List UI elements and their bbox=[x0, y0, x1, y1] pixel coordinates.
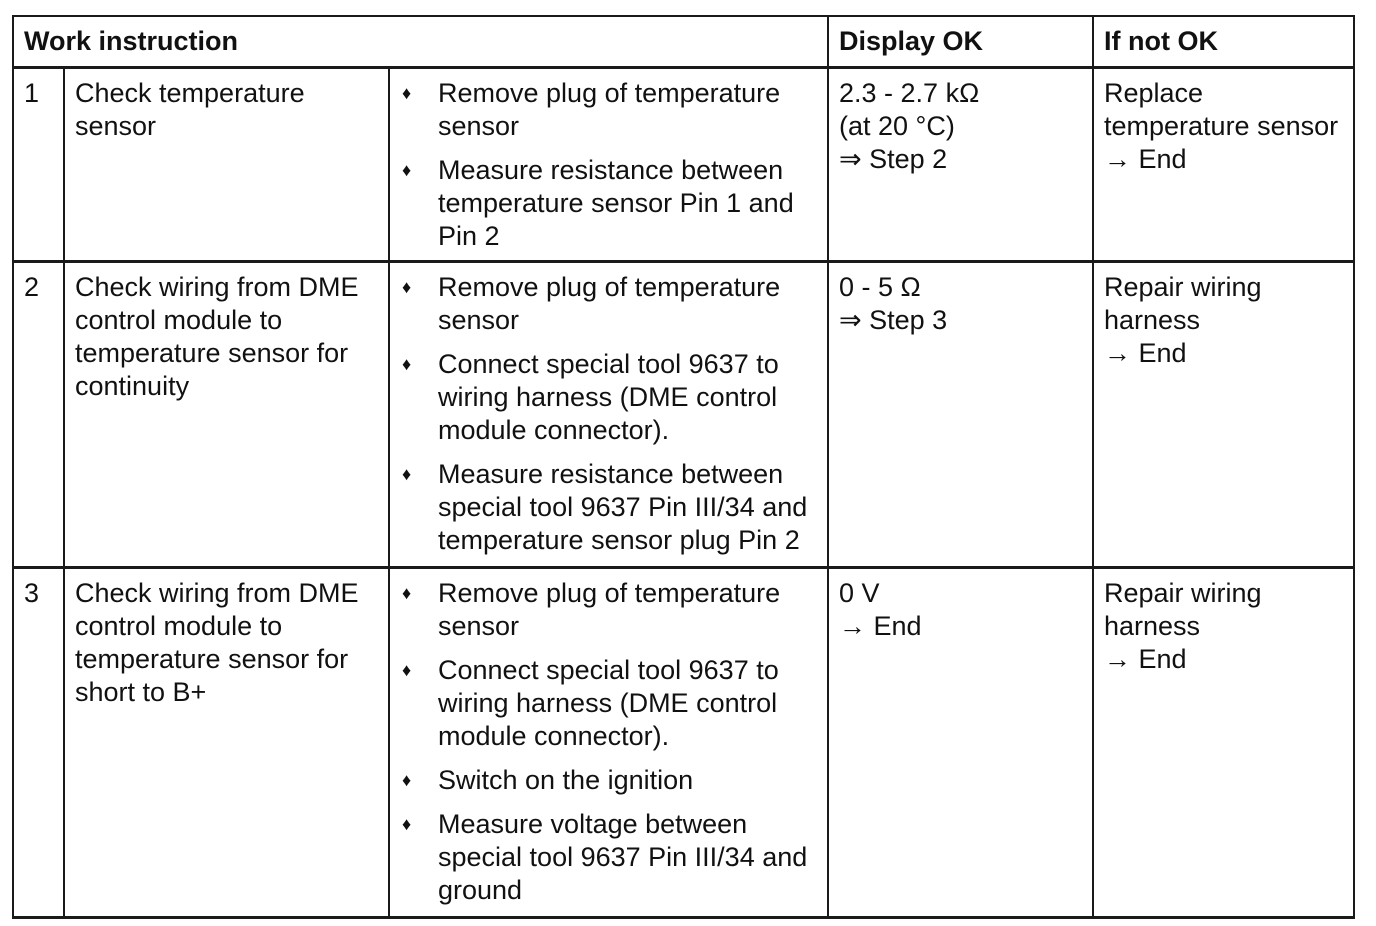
table-row bbox=[13, 262, 1354, 568]
step-action: Check temperature sensor bbox=[64, 68, 389, 262]
if-not-ok-action: Repair wiring harness bbox=[1104, 578, 1262, 641]
instruction-text: Connect special tool 9637 to wiring harness (DME control module connector). bbox=[438, 655, 779, 751]
if-not-ok-action: Replace temperature sensor bbox=[1104, 78, 1339, 141]
work-instruction-table bbox=[12, 15, 1355, 919]
list-item bbox=[400, 577, 817, 643]
step-number: 1 bbox=[13, 68, 64, 262]
list-item bbox=[400, 458, 817, 557]
display-ok-cell bbox=[828, 262, 1093, 568]
table-row bbox=[13, 68, 1354, 262]
list-item bbox=[400, 654, 817, 753]
instruction-list bbox=[400, 577, 817, 907]
diamond-bullet-icon: ♦ bbox=[402, 277, 412, 297]
diamond-bullet-icon: ♦ bbox=[402, 814, 412, 834]
if-not-ok-cell bbox=[1093, 262, 1354, 568]
header-display-ok: Display OK bbox=[828, 16, 1093, 68]
display-ok-next-step: ⇒ Step 2 bbox=[839, 144, 948, 174]
list-item bbox=[400, 271, 817, 337]
header-if-not-ok: If not OK bbox=[1093, 16, 1354, 68]
instruction-list bbox=[400, 271, 817, 557]
list-item bbox=[400, 764, 817, 797]
instruction-text: Remove plug of temperature sensor bbox=[438, 272, 781, 335]
display-ok-next-step: ⇒ Step 3 bbox=[839, 305, 948, 335]
list-item bbox=[400, 77, 817, 143]
step-action: Check wiring from DME control module to temperature sensor for short to B+ bbox=[64, 568, 389, 918]
step-action: Check wiring from DME control module to temperature sensor for continuity bbox=[64, 262, 389, 568]
instruction-text: Measure resistance between temperature sensor Pin 1 and Pin 2 bbox=[438, 155, 794, 251]
display-ok-value: 0 - 5 Ω bbox=[839, 272, 921, 302]
instruction-text: Measure resistance between special tool 9637 Pin III/34 and temperature sensor plug Pin 2 bbox=[438, 459, 808, 555]
step-number: 2 bbox=[13, 262, 64, 568]
step-instructions bbox=[389, 68, 828, 262]
if-not-ok-next: → End bbox=[1104, 144, 1187, 174]
instruction-text: Remove plug of temperature sensor bbox=[438, 578, 781, 641]
step-instructions bbox=[389, 568, 828, 918]
diamond-bullet-icon: ♦ bbox=[402, 660, 412, 680]
instruction-text: Switch on the ignition bbox=[438, 765, 694, 795]
if-not-ok-cell bbox=[1093, 68, 1354, 262]
instruction-text: Measure voltage between special tool 9637 Pin III/34 and ground bbox=[438, 809, 808, 905]
list-item bbox=[400, 348, 817, 447]
diamond-bullet-icon: ♦ bbox=[402, 464, 412, 484]
step-instructions bbox=[389, 262, 828, 568]
table-row bbox=[13, 568, 1354, 918]
display-ok-next-step: → End bbox=[839, 611, 922, 641]
if-not-ok-next: → End bbox=[1104, 338, 1187, 368]
if-not-ok-cell bbox=[1093, 568, 1354, 918]
diamond-bullet-icon: ♦ bbox=[402, 770, 412, 790]
list-item bbox=[400, 808, 817, 907]
display-ok-cell bbox=[828, 568, 1093, 918]
if-not-ok-action: Repair wiring harness bbox=[1104, 272, 1262, 335]
table-header-row bbox=[13, 16, 1354, 68]
display-ok-value: 0 V bbox=[839, 578, 880, 608]
diamond-bullet-icon: ♦ bbox=[402, 83, 412, 103]
display-ok-cell bbox=[828, 68, 1093, 262]
diamond-bullet-icon: ♦ bbox=[402, 583, 412, 603]
diamond-bullet-icon: ♦ bbox=[402, 160, 412, 180]
list-item bbox=[400, 154, 817, 253]
instruction-text: Connect special tool 9637 to wiring harness (DME control module connector). bbox=[438, 349, 779, 445]
step-number: 3 bbox=[13, 568, 64, 918]
display-ok-value: 2.3 - 2.7 kΩ bbox=[839, 78, 980, 108]
if-not-ok-next: → End bbox=[1104, 644, 1187, 674]
instruction-list bbox=[400, 77, 817, 253]
instruction-text: Remove plug of temperature sensor bbox=[438, 78, 781, 141]
display-ok-condition: (at 20 °C) bbox=[839, 111, 955, 141]
header-work-instruction: Work instruction bbox=[13, 16, 828, 68]
diamond-bullet-icon: ♦ bbox=[402, 354, 412, 374]
